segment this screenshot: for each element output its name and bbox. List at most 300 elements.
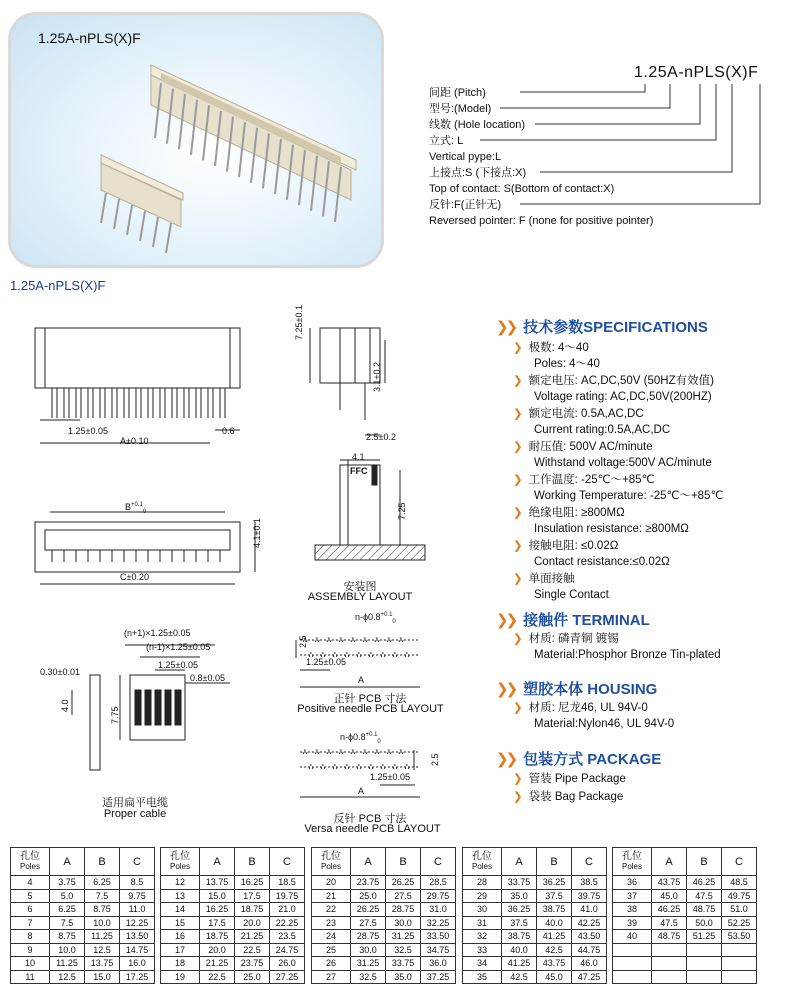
table-cell: 28 xyxy=(463,876,502,890)
table-cell: 38.75 xyxy=(537,903,572,917)
table-cell: 8.75 xyxy=(50,930,85,944)
table-cell: 29.75 xyxy=(421,889,456,903)
table-cell: 21.0 xyxy=(270,903,305,917)
legend-line: Vertical pype:L xyxy=(429,151,502,163)
table-cell: 18.75 xyxy=(235,903,270,917)
poles-header: 孔位 Poles xyxy=(312,848,351,876)
pcb-pos-caption-en: Positive needle PCB LAYOUT xyxy=(297,703,444,715)
table-cell: 11 xyxy=(11,970,50,984)
table-row xyxy=(11,930,155,944)
table-cell: 21.25 xyxy=(235,930,270,944)
pcb-rev-a-label: A xyxy=(358,786,365,796)
table-row xyxy=(613,876,757,890)
table-cell: 27 xyxy=(312,970,351,984)
terminal-heading: ❯❯ 接触件 TERMINAL xyxy=(496,612,650,629)
table-row xyxy=(312,970,456,984)
table-row xyxy=(11,889,155,903)
cable-caption-cn: 适用扁平电缆 xyxy=(102,797,168,809)
package-heading: ❯❯ 包装方式 PACKAGE xyxy=(496,751,662,768)
chevron-right-icon: ❯ xyxy=(513,375,523,387)
table-cell: 36.25 xyxy=(537,876,572,890)
table-cell: 23.75 xyxy=(351,876,386,890)
table-cell: 43.75 xyxy=(537,957,572,971)
table-row xyxy=(312,943,456,957)
table-cell: 48.5 xyxy=(722,876,757,890)
table-cell: 47.5 xyxy=(652,916,687,930)
table-cell: 26.0 xyxy=(270,957,305,971)
column-header: A xyxy=(502,848,537,876)
spec-line xyxy=(534,587,723,603)
table-row xyxy=(161,889,305,903)
spec-line xyxy=(513,373,723,389)
table-cell: 13.50 xyxy=(120,930,155,944)
table-cell: 8.5 xyxy=(120,876,155,890)
assembly-caption-en: ASSEMBLY LAYOUT xyxy=(307,591,413,603)
connector-photo-illustration xyxy=(11,15,384,268)
table-cell: 10.0 xyxy=(85,916,120,930)
table-cell: 25.0 xyxy=(235,970,270,984)
table-cell: 5.0 xyxy=(50,889,85,903)
table-cell: 11.25 xyxy=(85,930,120,944)
table-cell: 26.25 xyxy=(351,903,386,917)
table-cell: 39.75 xyxy=(572,889,607,903)
table-cell: 16.0 xyxy=(120,957,155,971)
pcb-pos-a-label: A xyxy=(358,675,365,685)
poles-header: 孔位 Poles xyxy=(11,848,50,876)
legend-line: 线数 (Hole location) xyxy=(429,119,525,131)
table-cell: 22 xyxy=(312,903,351,917)
pcb-rev-caption-en: Versa needle PCB LAYOUT xyxy=(304,823,441,835)
chevron-right-icon: ❯ xyxy=(513,773,523,785)
table-cell xyxy=(613,943,652,957)
table-row xyxy=(161,943,305,957)
table-cell: 12.5 xyxy=(50,970,85,984)
specifications-heading: ❯❯ 技术参数SPECIFICATIONS xyxy=(496,319,708,336)
table-row xyxy=(161,903,305,917)
column-header: A xyxy=(351,848,386,876)
spec-text: 额定电压: AC,DC,50V (50HZ有效值) xyxy=(528,375,714,387)
table-cell: 20 xyxy=(312,876,351,890)
table-cell: 46.0 xyxy=(572,957,607,971)
table-cell: 24.75 xyxy=(270,943,305,957)
table-cell: 17.5 xyxy=(235,889,270,903)
front-view-housing xyxy=(35,328,240,388)
side-height2-label: 3.1±0.2 xyxy=(372,362,382,392)
spec-text: 额定电流: 0.5A,AC,DC xyxy=(528,408,644,420)
table-cell: 23.5 xyxy=(270,930,305,944)
spec-text: 袋装 Bag Package xyxy=(528,791,624,803)
table-cell xyxy=(652,970,687,984)
front-thickness-label: 0.6 xyxy=(222,426,235,436)
spec-text: 绝缘电阻: ≥800MΩ xyxy=(528,507,625,519)
table-cell: 45.0 xyxy=(652,889,687,903)
table-cell: 37.5 xyxy=(537,889,572,903)
assembly-caption-cn: 安装图 xyxy=(343,581,377,593)
table-cell: 14 xyxy=(161,903,200,917)
ffc-label: FFC xyxy=(350,466,368,476)
chevron-right-icon: ❯ xyxy=(513,507,523,519)
cable-width-label: 0.8±0.05 xyxy=(190,673,225,683)
spec-text: 材质: 磷青铜 镀锡 xyxy=(528,633,619,645)
bottom-b-label: $B^{+0.1}_0$ xyxy=(125,502,147,515)
table-cell: 40 xyxy=(613,930,652,944)
table-cell: 37.5 xyxy=(502,916,537,930)
table-cell: 37.25 xyxy=(421,970,456,984)
legend-line: Top of contact: S(Bottom of contact:X) xyxy=(429,183,615,195)
technical-drawings xyxy=(0,300,480,840)
chevron-right-icon: ❯ xyxy=(513,791,523,803)
table-row xyxy=(312,957,456,971)
table-row xyxy=(161,970,305,984)
table-cell: 8.75 xyxy=(85,903,120,917)
table-cell: 32 xyxy=(463,930,502,944)
spec-text: Contact resistance:≤0.02Ω xyxy=(534,556,670,568)
table-cell: 40.0 xyxy=(537,916,572,930)
table-row xyxy=(463,943,607,957)
spec-line xyxy=(534,389,723,405)
spec-line xyxy=(513,439,723,455)
table-cell: 15.0 xyxy=(200,889,235,903)
package-list xyxy=(513,771,626,807)
table-row xyxy=(11,876,155,890)
pcb-rev-caption-cn: 反针 PCB 寸法 xyxy=(333,813,407,825)
table-cell: 18.75 xyxy=(200,930,235,944)
table-cell: 53.50 xyxy=(722,930,757,944)
table-cell: 19.75 xyxy=(270,889,305,903)
table-cell: 33.75 xyxy=(502,876,537,890)
table-cell: 31 xyxy=(463,916,502,930)
double-chevron-icon: ❯❯ xyxy=(496,612,516,629)
spec-line xyxy=(534,455,723,471)
table-cell: 20.0 xyxy=(235,916,270,930)
spec-line xyxy=(513,406,723,422)
table-cell: 27.5 xyxy=(351,916,386,930)
table-row xyxy=(463,930,607,944)
table-cell: 42.5 xyxy=(537,943,572,957)
table-cell: 36 xyxy=(613,876,652,890)
column-header: B xyxy=(235,848,270,876)
cable-pitch-label: 1.25±0.05 xyxy=(158,660,198,670)
table-cell: 21 xyxy=(312,889,351,903)
table-cell: 22.25 xyxy=(270,916,305,930)
dimension-table xyxy=(612,847,757,984)
table-cell: 27.5 xyxy=(386,889,421,903)
table-cell xyxy=(687,957,722,971)
table-row xyxy=(312,903,456,917)
table-cell: 19 xyxy=(161,970,200,984)
spec-line xyxy=(513,571,723,587)
pcb-pos-pitch-label: 1.25±0.05 xyxy=(306,657,346,667)
column-header: B xyxy=(687,848,722,876)
spec-line xyxy=(513,700,674,716)
spec-text: Poles: 4～40 xyxy=(534,358,600,370)
spec-text: Material:Phosphor Bronze Tin-plated xyxy=(534,649,721,661)
table-cell: 12.5 xyxy=(85,943,120,957)
table-cell: 10.0 xyxy=(50,943,85,957)
table-cell: 13.75 xyxy=(200,876,235,890)
table-row xyxy=(161,876,305,890)
table-cell: 16.25 xyxy=(200,903,235,917)
table-cell: 15.0 xyxy=(85,970,120,984)
table-cell: 4 xyxy=(11,876,50,890)
bottom-height-label: 4.1±0.1 xyxy=(252,518,262,548)
table-row xyxy=(312,889,456,903)
table-cell: 42.5 xyxy=(502,970,537,984)
table-cell: 51.0 xyxy=(722,903,757,917)
table-row xyxy=(161,916,305,930)
side-height-label: 7.25±0.1 xyxy=(294,305,304,340)
legend-line: 上接点:S (下接点:X) xyxy=(429,167,527,179)
table-cell: 48.75 xyxy=(652,930,687,944)
front-pitch-label: 1.25±0.05 xyxy=(68,426,108,436)
spec-line xyxy=(534,554,723,570)
table-cell: 47.25 xyxy=(572,970,607,984)
table-cell: 45.0 xyxy=(537,970,572,984)
spec-text: Working Temperature: -25℃～+85℃ xyxy=(534,490,724,502)
table-cell: 49.75 xyxy=(722,889,757,903)
spec-text: 材质: 尼龙46, UL 94V-0 xyxy=(528,702,648,714)
pcb-pos-height-label: 2.5 xyxy=(298,635,308,648)
table-cell: 30.0 xyxy=(351,943,386,957)
pcb-rev-height-label: 2.5 xyxy=(430,753,440,766)
table-cell: 18.5 xyxy=(270,876,305,890)
column-header: C xyxy=(270,848,305,876)
table-row xyxy=(463,876,607,890)
spec-text: 管装 Pipe Package xyxy=(528,773,626,785)
table-cell: 22.5 xyxy=(200,970,235,984)
table-cell: 10 xyxy=(11,957,50,971)
table-row xyxy=(613,889,757,903)
spec-line xyxy=(534,647,721,663)
spec-line xyxy=(513,789,626,805)
table-cell: 52.25 xyxy=(722,916,757,930)
chevron-right-icon: ❯ xyxy=(513,633,523,645)
table-cell: 20.0 xyxy=(200,943,235,957)
legend-line: Reversed pointer: F (none for positive pointer) xyxy=(429,215,654,227)
table-cell: 14.75 xyxy=(120,943,155,957)
table-row xyxy=(312,930,456,944)
table-cell: 30 xyxy=(463,903,502,917)
cable-l1-label: 4.0 xyxy=(60,699,70,712)
table-row xyxy=(161,930,305,944)
bottom-c-label: C±0.20 xyxy=(120,572,149,582)
table-cell: 41.25 xyxy=(502,957,537,971)
table-row xyxy=(312,876,456,890)
column-header: A xyxy=(200,848,235,876)
spec-line xyxy=(513,631,721,647)
table-cell xyxy=(652,957,687,971)
photo-title: 1.25A-nPLS(X)F xyxy=(38,30,141,46)
table-cell: 41.25 xyxy=(537,930,572,944)
table-row xyxy=(463,957,607,971)
table-cell: 17 xyxy=(161,943,200,957)
table-cell: 39 xyxy=(613,916,652,930)
chevron-right-icon: ❯ xyxy=(513,441,523,453)
table-cell: 33.75 xyxy=(386,957,421,971)
table-cell: 24 xyxy=(312,930,351,944)
spec-text: 接触电阻: ≤0.02Ω xyxy=(528,540,619,552)
table-cell: 30.0 xyxy=(386,916,421,930)
table-cell: 6 xyxy=(11,903,50,917)
table-cell xyxy=(687,970,722,984)
table-cell: 28.5 xyxy=(421,876,456,890)
table-cell: 12.25 xyxy=(120,916,155,930)
double-chevron-icon: ❯❯ xyxy=(496,751,516,768)
legend-line: 型号:(Model) xyxy=(429,103,492,115)
table-row xyxy=(463,889,607,903)
pcb-rev-hole-label: $n-\phi 0.8^{+0.1}_0$ xyxy=(340,732,381,745)
front-a-label: A±0.10 xyxy=(120,436,149,446)
table-cell xyxy=(722,970,757,984)
specifications-list xyxy=(513,340,723,604)
poles-header: 孔位 Poles xyxy=(463,848,502,876)
spec-line xyxy=(534,356,723,372)
column-header: A xyxy=(50,848,85,876)
table-cell xyxy=(613,970,652,984)
spec-line xyxy=(513,771,626,787)
legend-line: 反针:F(正针无) xyxy=(429,199,502,211)
table-cell: 37 xyxy=(613,889,652,903)
table-cell: 28.75 xyxy=(351,930,386,944)
table-cell xyxy=(652,943,687,957)
table-cell: 8 xyxy=(11,930,50,944)
housing-heading: ❯❯ 塑胶本体 HOUSING xyxy=(496,681,658,698)
table-row xyxy=(613,957,757,971)
table-cell: 12 xyxy=(161,876,200,890)
table-row xyxy=(613,916,757,930)
table-cell: 38.5 xyxy=(572,876,607,890)
table-row xyxy=(312,916,456,930)
housing-list xyxy=(513,700,674,733)
spec-text: 工作温度: -25℃～+85℃ xyxy=(528,474,655,486)
assembly-width-label: 4.1 xyxy=(352,452,365,462)
pcb-pos-hole-label: $n-\phi 0.8^{+0.1}_0$ xyxy=(355,612,396,625)
table-cell: 42.25 xyxy=(572,916,607,930)
dimension-table xyxy=(160,847,305,984)
table-cell: 13 xyxy=(161,889,200,903)
table-cell: 7.5 xyxy=(50,916,85,930)
chevron-right-icon: ❯ xyxy=(513,408,523,420)
cable-thickness-label: 0.30±0.01 xyxy=(40,667,80,677)
table-cell: 26 xyxy=(312,957,351,971)
table-cell: 35.0 xyxy=(502,889,537,903)
table-cell: 35.0 xyxy=(386,970,421,984)
section-title: 1.25A-nPLS(X)F xyxy=(10,278,106,293)
spec-line xyxy=(534,488,723,504)
legend-line: 间距 (Pitch) xyxy=(429,87,486,99)
chevron-right-icon: ❯ xyxy=(513,342,523,354)
chevron-right-icon: ❯ xyxy=(513,474,523,486)
cable-n1-label: (n+1)×1.25±0.05 xyxy=(124,628,191,638)
table-row xyxy=(11,903,155,917)
spec-line xyxy=(534,422,723,438)
table-row xyxy=(11,957,155,971)
spec-text: Withstand voltage:500V AC/minute xyxy=(534,457,712,469)
table-row xyxy=(11,943,155,957)
table-cell: 32.5 xyxy=(386,943,421,957)
dimension-table xyxy=(462,847,607,984)
spec-text: Current rating:0.5A,AC,DC xyxy=(534,424,671,436)
table-cell: 21.25 xyxy=(200,957,235,971)
spec-line xyxy=(513,472,723,488)
table-cell: 47.5 xyxy=(687,889,722,903)
table-cell: 34.75 xyxy=(421,943,456,957)
table-cell: 16 xyxy=(161,930,200,944)
table-cell: 25.0 xyxy=(351,889,386,903)
table-cell: 11.25 xyxy=(50,957,85,971)
table-cell: 31.25 xyxy=(351,957,386,971)
column-header: A xyxy=(652,848,687,876)
pcb-rev-pitch-label: 1.25±0.05 xyxy=(370,772,410,782)
table-cell xyxy=(722,957,757,971)
table-cell: 31.0 xyxy=(421,903,456,917)
table-cell: 44.75 xyxy=(572,943,607,957)
table-cell: 36.25 xyxy=(502,903,537,917)
table-cell: 48.75 xyxy=(687,903,722,917)
table-row xyxy=(613,930,757,944)
cable-l2-label: 7.75 xyxy=(110,706,120,724)
table-cell xyxy=(613,957,652,971)
table-cell: 17.25 xyxy=(120,970,155,984)
table-cell: 43.75 xyxy=(652,876,687,890)
table-row xyxy=(11,970,155,984)
spec-line xyxy=(513,340,723,356)
table-cell xyxy=(687,943,722,957)
legend-line: 立式: L xyxy=(429,135,464,147)
table-cell: 38 xyxy=(613,903,652,917)
column-header: C xyxy=(572,848,607,876)
table-cell: 41.0 xyxy=(572,903,607,917)
table-cell: 9.75 xyxy=(120,889,155,903)
table-cell: 29 xyxy=(463,889,502,903)
table-row xyxy=(11,916,155,930)
table-cell: 7.5 xyxy=(85,889,120,903)
table-cell: 18 xyxy=(161,957,200,971)
chevron-right-icon: ❯ xyxy=(513,702,523,714)
side-width-label: 2.5±0.2 xyxy=(366,432,396,442)
spec-text: Single Contact xyxy=(534,589,609,601)
spec-text: Insulation resistance: ≥800MΩ xyxy=(534,523,689,535)
spec-text: Material:Nylon46, UL 94V-0 xyxy=(534,718,675,730)
cable-n2-label: (n-1)×1.25±0.05 xyxy=(146,642,211,652)
table-cell: 22.5 xyxy=(235,943,270,957)
table-cell: 31.25 xyxy=(386,930,421,944)
spec-line xyxy=(513,538,723,554)
spec-line xyxy=(534,521,723,537)
table-cell: 6.25 xyxy=(85,876,120,890)
table-cell: 16.25 xyxy=(235,876,270,890)
column-header: C xyxy=(120,848,155,876)
assembly-height-label: 7.25 xyxy=(397,502,407,520)
table-cell: 9 xyxy=(11,943,50,957)
spec-text: 耐压值: 500V AC/minute xyxy=(528,441,653,453)
table-cell: 11.0 xyxy=(120,903,155,917)
table-cell: 34 xyxy=(463,957,502,971)
table-cell: 17.5 xyxy=(200,916,235,930)
spec-text: 极数: 4～40 xyxy=(528,342,589,354)
spec-line xyxy=(513,505,723,521)
table-cell: 32.25 xyxy=(421,916,456,930)
table-cell: 3.75 xyxy=(50,876,85,890)
table-cell: 50.0 xyxy=(687,916,722,930)
table-cell: 33.50 xyxy=(421,930,456,944)
table-row xyxy=(463,970,607,984)
spec-text: Voltage rating: AC,DC,50V(200HZ) xyxy=(534,391,712,403)
spec-text: 单面接触 xyxy=(528,573,575,585)
column-header: B xyxy=(85,848,120,876)
terminal-list xyxy=(513,631,721,664)
table-row xyxy=(613,943,757,957)
